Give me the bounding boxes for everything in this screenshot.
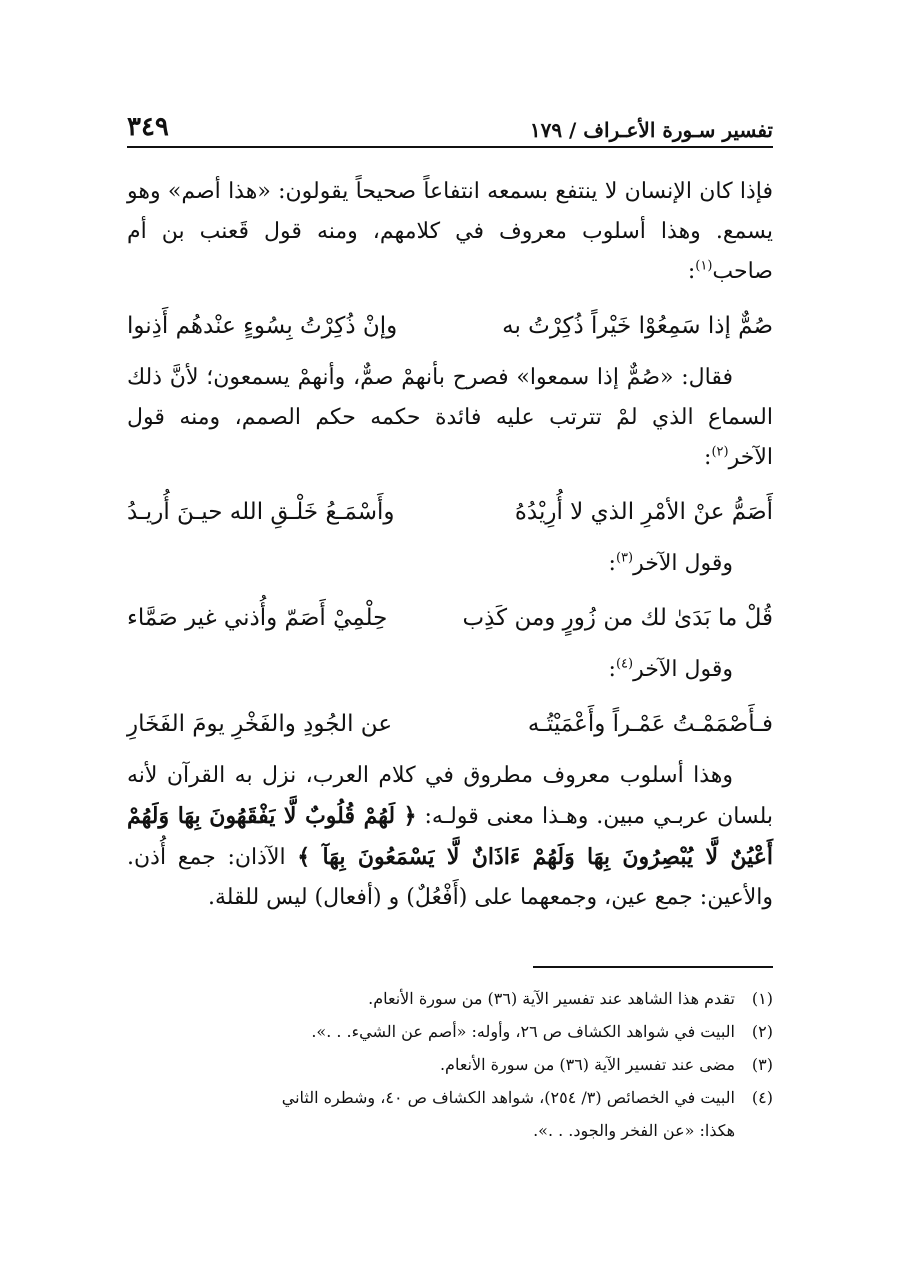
footnote-2	[127, 1015, 773, 1048]
verse-3-second-hemistich: حِلْمِيْ أَصَمّ وأُذني غير صَمَّاء	[127, 605, 388, 631]
intro-3-colon: :	[608, 551, 616, 576]
verse-3-first-hemistich: قُلْ ما بَدَىٰ لك من زُورٍ ومن كَذِب	[462, 605, 773, 631]
quran-quote: ﴿ لَهُمْ قُلُوبٌ لَّا يَفْقَهُونَ بِهَا وَلَهُمْ أَعْيُنٌ لَّا يُبْصِرُونَ بِهَا وَلَهُمْ ءَاذَانٌ لَّا يَسْمَعُونَ بِهَآ ﴾	[127, 803, 774, 870]
paragraph-3-tail: الآذان: جمع أُذن. والأعين: جمع عين، وجمعهما على (أَفْعُلٌ) و (أفعال) ليس للقلة.	[127, 845, 773, 910]
verse-1-second-hemistich: وإنْ ذُكِرْتُ بِسُوءٍ عنْدهُم أَذِنوا	[127, 313, 398, 339]
intro-4-text: وقول الآخر	[633, 657, 733, 682]
verse-4	[127, 704, 773, 744]
page-number: ٣٤٩	[127, 112, 169, 142]
footnote-text: تقدم هذا الشاهد عند تفسير الآية (٣٦) من سورة الأنعام.	[368, 989, 735, 1008]
paragraph-2	[127, 358, 773, 478]
footnote-3	[127, 1048, 773, 1081]
footnote-4	[127, 1081, 773, 1114]
footnote-text: البيت في شواهد الكشاف ص ٢٦، وأوله: «أصم عن الشيء. . .».	[311, 1022, 735, 1041]
intro-3-text: وقول الآخر	[633, 551, 733, 576]
verse-4-first-hemistich: فـأَصْمَمْـتُ عَمْـراً وأَعْمَيْتُـه	[527, 711, 773, 737]
footnote-divider	[533, 966, 773, 968]
verse-2-second-hemistich: وأَسْمَـعُ خَلْـقِ الله حيـنَ أُريـدُ	[127, 499, 395, 525]
footnotes	[127, 982, 773, 1147]
main-text	[127, 172, 773, 918]
footnote-ref-4: (٤)	[615, 656, 634, 672]
footnote-number: (٢)	[751, 1022, 773, 1041]
paragraph-3-text: وهذا أسلوب معروف مطروق في كلام العرب، نزل به القرآن لأنه بلسان عربـي مبين. وهـذا معنى قولـه:	[127, 763, 774, 829]
verse-1	[127, 306, 773, 346]
footnote-1	[127, 982, 773, 1015]
paragraph-3	[127, 756, 773, 918]
intro-4	[127, 650, 773, 690]
verse-1-first-hemistich: صُمٌّ إذا سَمِعُوْا خَيْراً ذُكِرْتُ به	[502, 313, 773, 339]
intro-4-colon: :	[608, 657, 616, 682]
page-header	[127, 104, 773, 148]
verse-2	[127, 492, 773, 532]
footnote-4-continuation: هكذا: «عن الفخر والجود. . .».	[533, 1121, 735, 1140]
paragraph-1	[127, 172, 773, 292]
verse-2-first-hemistich: أَصَمُّ عنْ الأمْرِ الذي لا أُرِيْدُهُ	[514, 499, 773, 525]
running-title: تفسير سـورة الأعـراف / ١٧٩	[529, 118, 773, 142]
footnote-text: البيت في الخصائص (٣/ ٢٥٤)، شواهد الكشاف ص ٤٠، وشطره الثاني	[281, 1088, 735, 1107]
footnote-number: (٤)	[751, 1088, 773, 1107]
footnote-number: (١)	[751, 989, 773, 1008]
footnote-ref-1: (١)	[695, 258, 713, 274]
paragraph-1-text: فإذا كان الإنسان لا ينتفع بسمعه انتفاعاً صحيحاً يقولون: «هذا أصم» وهو يسمع. وهذا أسلوب معروف في كلامهم، ومنه قول قَعنب بن أم صاحب	[127, 179, 773, 284]
paragraph-1-colon: :	[687, 259, 696, 284]
paragraph-2-colon: :	[704, 445, 712, 470]
intro-3	[127, 544, 773, 584]
footnote-ref-2: (٢)	[711, 444, 729, 460]
footnote-number: (٣)	[751, 1055, 773, 1074]
footnote-ref-3: (٣)	[615, 550, 634, 566]
paragraph-2-text: فقال: «صُمٌّ إذا سمعوا» فصرح بأنهمْ صمٌّ، وأنهمْ يسمعون؛ لأنَّ ذلك السماع الذي لمْ تترتب عليه فائدة حكمه حكم الصمم، ومنه قول الآخر	[127, 365, 773, 470]
verse-3	[127, 598, 773, 638]
footnote-text: مضى عند تفسير الآية (٣٦) من سورة الأنعام.	[439, 1055, 735, 1074]
verse-4-second-hemistich: عن الجُودِ والفَخْرِ يومَ الفَخَارِ	[127, 711, 393, 737]
